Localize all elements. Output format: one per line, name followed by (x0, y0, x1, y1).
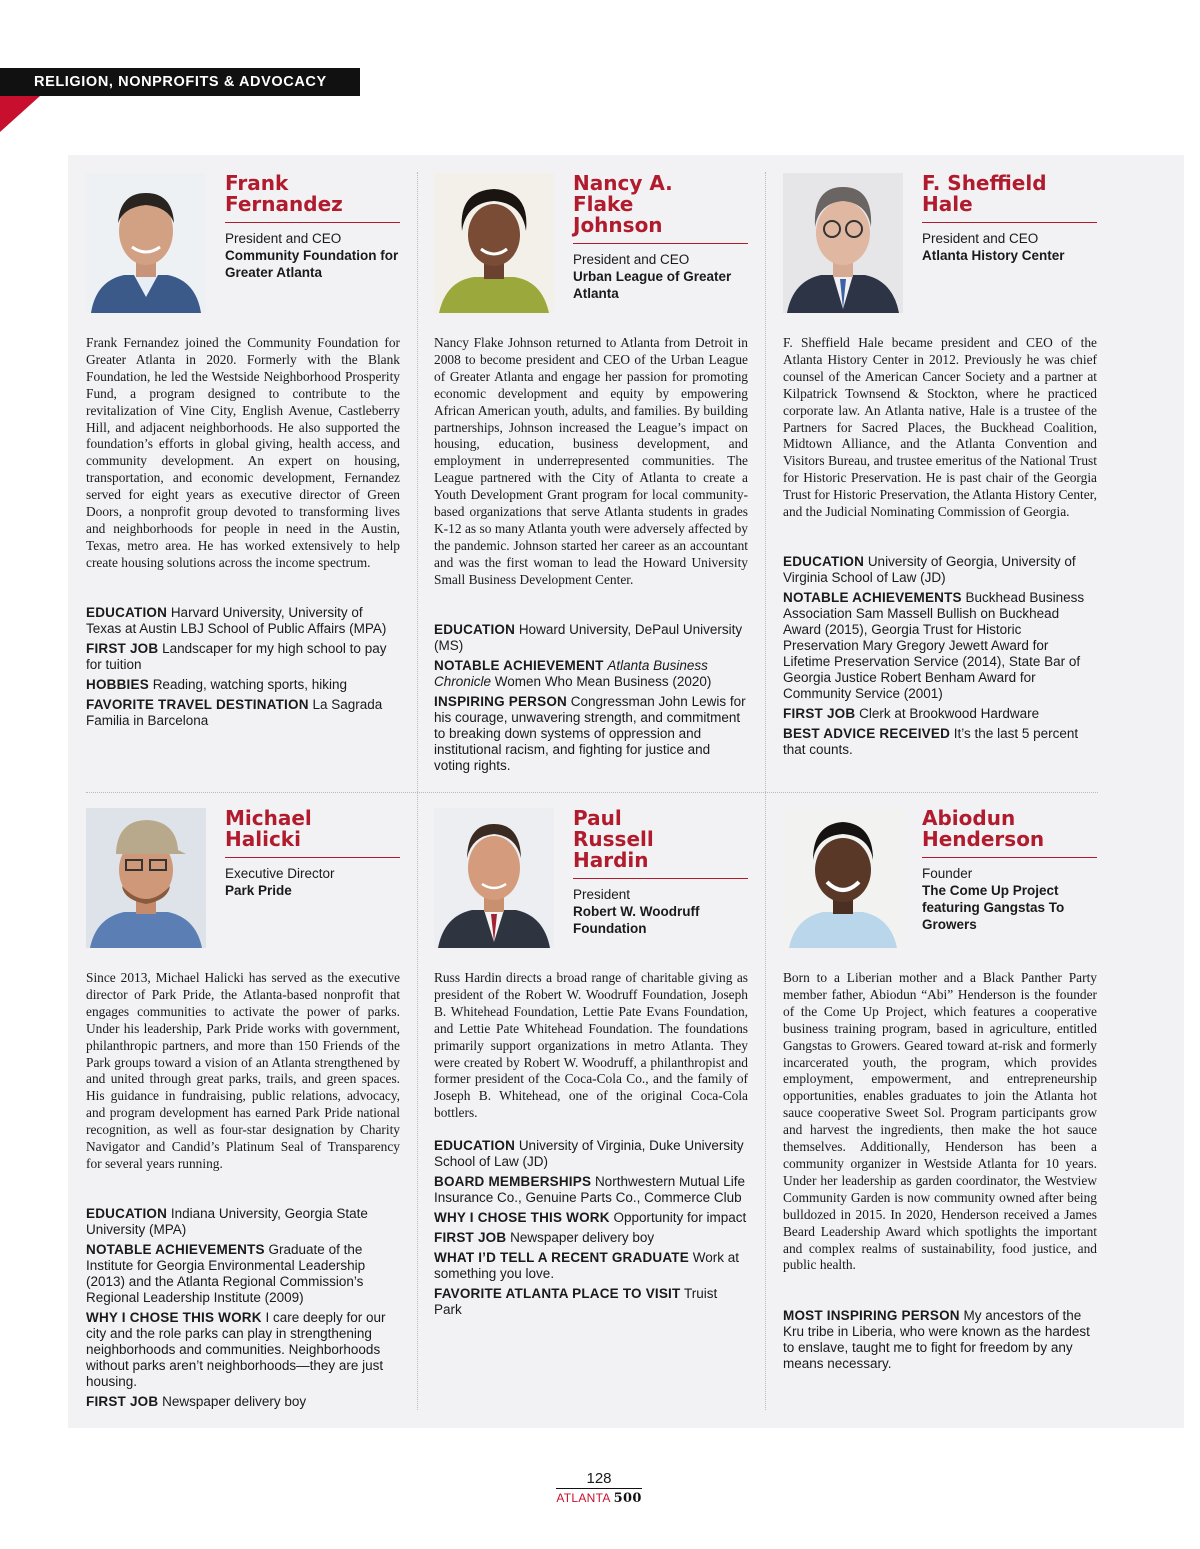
person-organization: Park Pride (225, 883, 292, 898)
fact-label: FAVORITE TRAVEL DESTINATION (86, 697, 309, 712)
person-facts (783, 1308, 1097, 1376)
fact-item (783, 1308, 1097, 1372)
fact-text: Buckhead Business Association Sam Massell Bullish on Buckhead Award (2015), Georgia Trust for Historic Preservation Mary Gregory Jewett Award for Lifetime Preservation Service (2014), State Bar of Georgia Justice Robert Benham Award for Community Service (2001) (783, 590, 1085, 701)
page-number: 128 (556, 1470, 642, 1489)
fact-label: NOTABLE ACHIEVEMENTS (783, 590, 962, 605)
fact-item (434, 1250, 748, 1282)
person-role: President and CEO (922, 231, 1039, 246)
fact-item (86, 1242, 400, 1306)
portrait-photo (783, 173, 903, 313)
fact-text: Opportunity for impact (613, 1210, 747, 1225)
person-bio: Nancy Flake Johnson returned to Atlanta from Detroit in 2008 to become president and CEO of the Urban League of Greater Atlanta and engage her passion for promoting economic development and equity by empowering African American youth, adults, and families. By building partnerships, Johnson increased the League’s impact on housing, education, business development, and employment in underrepresented communities. The League partnered with the City of Atlanta to create a Youth Development Grant program for local community-based organizations that serve Atlanta students in grades K-12 as so many Atlanta youth were adversely affected by the pandemic. Johnson started her career as an accountant and was the first woman to lead the Howard University Small Business Development Center. (434, 335, 748, 587)
person-role: Executive Director (225, 866, 335, 881)
person-organization: Robert W. Woodruff Foundation (573, 904, 700, 936)
person-bio: F. Sheffield Hale became president and CEO of the Atlanta History Center in 2012. Previously he was chief counsel of the American Cancer Society and a partner at Kilpatrick Townsend & Stockton, where he practiced corporate law. An Atlanta native, Hale is a trustee of the Partners for Sacred Places, the Buckhead Coalition, Midtown Alliance, and the Atlanta Convention and Visitors Bureau, and trustee emeritus of the National Trust for Historic Preservation. He is past chair of the Georgia Trust for Historic Preservation, the Atlanta History Center, and the Judicial Nominating Commission of Georgia. (783, 335, 1097, 520)
fact-text: My ancestors of the Kru tribe in Liberia, who were known as the hardest to enslave, taught me to fight for freedom by any means necessary. (783, 1308, 1090, 1371)
fact-item (86, 605, 400, 637)
fact-label: FAVORITE ATLANTA PLACE TO VISIT (434, 1286, 681, 1301)
magazine-brand (556, 1491, 642, 1506)
fact-item (86, 697, 400, 729)
fact-label: NOTABLE ACHIEVEMENTS (86, 1242, 265, 1257)
fact-text: Congressman John Lewis for his courage, unwavering strength, and commitment to breaking down systems of oppression and institutional racism, and fighting for justice and voting rights. (434, 694, 746, 773)
person-name: Nancy A. Flake Johnson (573, 173, 748, 244)
portrait-photo (86, 808, 206, 948)
fact-label: WHY I CHOSE THIS WORK (86, 1310, 262, 1325)
person-organization: Atlanta History Center (922, 248, 1065, 263)
fact-item (783, 706, 1097, 722)
fact-item (434, 1210, 748, 1226)
fact-label: WHY I CHOSE THIS WORK (434, 1210, 610, 1225)
fact-publication: Atlanta Business Chronicle (434, 658, 708, 689)
person-facts (783, 554, 1097, 762)
fact-text: University of Virginia, Duke University School of Law (JD) (434, 1138, 744, 1169)
portrait-photo (434, 808, 554, 948)
fact-text: Newspaper delivery boy (510, 1230, 655, 1245)
person-role: Founder (922, 866, 973, 881)
fact-label: FIRST JOB (86, 1394, 159, 1409)
fact-label: NOTABLE ACHIEVEMENT (434, 658, 604, 673)
fact-item (783, 554, 1097, 586)
column-divider (417, 172, 418, 1410)
person-name: Abiodun Henderson (922, 808, 1097, 858)
fact-item (434, 694, 748, 774)
fact-item (86, 677, 400, 693)
fact-text: It’s the last 5 percent that counts. (783, 726, 1079, 757)
fact-item (86, 1310, 400, 1390)
person-bio: Frank Fernandez joined the Community Foundation for Greater Atlanta in 2020. Formerly with the Blank Foundation, he led the Westside Neighborhood Prosperity Fund, a program designed to contribute to the revitalization of Vine City, English Avenue, Castleberry Hill, and adjacent neighborhoods. He also supported the foundation’s efforts in global giving, health access, and community development. An expert on housing, transportation, and economic development, Fernandez served for eight years as executive director of Green Doors, a nonprofit group devoted to transforming lives and neighborhoods for people in need in the Austin, Texas, metro area. He has worked extensively to help create housing solutions across the income spectrum. (86, 335, 400, 570)
person-organization: Urban League of Greater Atlanta (573, 269, 732, 301)
person-name: Michael Halicki (225, 808, 400, 858)
fact-label: INSPIRING PERSON (434, 694, 567, 709)
fact-label: EDUCATION (434, 1138, 516, 1153)
person-facts (86, 605, 400, 733)
person-bio: Since 2013, Michael Halicki has served as the executive director of Park Pride, the Atlanta-based nonprofit that engages communities to activate the power of parks. Under his leadership, Park Pride works with government, philanthropic partners, and more than 150 Friends of the Park groups toward a vision of an Atlanta strengthened by and united through great parks, trails, and green spaces. His guidance in fundraising, public relations, advocacy, and program development has earned Park Pride national recognition, as well as four-star designation by Charity Navigator and Candid’s Platinum Seal of Transparency for several years running. (86, 970, 400, 1171)
fact-item (434, 1286, 748, 1318)
person-name: Frank Fernandez (225, 173, 400, 223)
fact-text: Work at something you love. (434, 1250, 739, 1281)
portrait-photo (783, 808, 903, 948)
fact-text: La Sagrada Familia in Barcelona (86, 697, 383, 728)
person-bio: Russ Hardin directs a broad range of charitable giving as president of the Robert W. Woodruff Foundation, Joseph B. Whitehead Foundation, Lettie Pate Evans Foundation, and Lettie Pate Whitehead Foundation. The foundations primarily support organizations in metro Atlanta. They were created by Robert W. Woodruff, a philanthropist and former president of the Coca-Cola Co., and the family of Joseph B. Whitehead, one of the original Coca-Cola bottlers. (434, 970, 748, 1121)
fact-label: MOST INSPIRING PERSON (783, 1308, 960, 1323)
person-bio: Born to a Liberian mother and a Black Panther Party member father, Abiodun “Abi” Henderson is the founder of the Come Up Project, which features a cooperative business training program, based in agriculture, entitled Gangstas to Growers. Geared toward at-risk and formerly incarcerated youth, the program, which provides employment, empowerment, and entrepreneurship opportunities, enables graduates to join the Atlanta hot sauce cooperative Sweet Sol. Program participants grow and harvest the ingredients, then make the hot sauce themselves. Additionally, Henderson has been a community organizer in Westside Atlanta for 10 years. Under her leadership as garden coordinator, the Westview Community Garden is now community owned after being bulldozed in 2015. In 2020, Henderson received a James Beard Leadership Award which spotlights the important and complex realms of sustainability, food justice, and public health. (783, 970, 1097, 1273)
fact-text: Reading, watching sports, hiking (152, 677, 348, 692)
fact-text: Landscaper for my high school to pay for tuition (86, 641, 387, 672)
fact-item (783, 726, 1097, 758)
fact-text: Howard University, DePaul University (MS) (434, 622, 743, 653)
fact-text: Northwestern Mutual Life Insurance Co., Genuine Parts Co., Commerce Club (434, 1174, 746, 1205)
fact-text: Indiana University, Georgia State University (MPA) (86, 1206, 368, 1237)
fact-item (434, 1138, 748, 1170)
fact-text: Harvard University, University of Texas at Austin LBJ School of Public Affairs (MPA) (86, 605, 387, 636)
fact-item (86, 641, 400, 673)
person-role: President and CEO (573, 252, 690, 267)
portrait-photo (434, 173, 554, 313)
fact-item (434, 1230, 748, 1246)
page-footer (556, 1470, 642, 1506)
fact-text: Newspaper delivery boy (162, 1394, 307, 1409)
fact-item (783, 590, 1097, 702)
fact-item (434, 1174, 748, 1206)
fact-label: HOBBIES (86, 677, 149, 692)
fact-label: FIRST JOB (86, 641, 159, 656)
column-divider (765, 172, 766, 1410)
person-role: President (573, 887, 631, 902)
portrait-photo (86, 173, 206, 313)
fact-item (434, 622, 748, 654)
fact-label: WHAT I’D TELL A RECENT GRADUATE (434, 1250, 689, 1265)
person-name: Paul Russell Hardin (573, 808, 748, 879)
fact-text: I care deeply for our city and the role parks can play in strengthening neighborhoods and communities. Neighborhoods without parks aren’t neighborhoods—they are just housing. (86, 1310, 386, 1389)
fact-label: EDUCATION (783, 554, 865, 569)
person-role: President and CEO (225, 231, 342, 246)
fact-label: EDUCATION (86, 1206, 168, 1221)
person-facts (86, 1206, 400, 1414)
section-corner-accent (0, 96, 40, 132)
fact-label: EDUCATION (86, 605, 168, 620)
fact-text: Graduate of the Institute for Georgia Environmental Leadership (2013) and the Atlanta Regional Commission’s Regional Leadership Institute (2009) (86, 1242, 366, 1305)
fact-label: BOARD MEMBERSHIPS (434, 1174, 592, 1189)
fact-label: BEST ADVICE RECEIVED (783, 726, 951, 741)
person-name: F. Sheffield Hale (922, 173, 1097, 223)
fact-text: Truist Park (434, 1286, 718, 1317)
person-facts (434, 1138, 748, 1322)
section-label: RELIGION, NONPROFITS & ADVOCACY (0, 68, 360, 96)
fact-text: Clerk at Brookwood Hardware (859, 706, 1040, 721)
brand-number: 500 (613, 1491, 642, 1506)
row-divider (86, 792, 1098, 793)
fact-text: University of Georgia, University of Virginia School of Law (JD) (783, 554, 1076, 585)
fact-item (86, 1206, 400, 1238)
fact-text: Women Who Mean Business (2020) (494, 674, 712, 689)
fact-item (434, 658, 748, 690)
person-organization: Community Foundation for Greater Atlanta (225, 248, 399, 280)
brand-word: ATLANTA (556, 1491, 610, 1505)
person-organization: The Come Up Project featuring Gangstas To Growers (922, 883, 1065, 932)
fact-item (86, 1394, 400, 1410)
fact-label: EDUCATION (434, 622, 516, 637)
fact-label: FIRST JOB (783, 706, 856, 721)
person-facts (434, 622, 748, 778)
fact-label: FIRST JOB (434, 1230, 507, 1245)
